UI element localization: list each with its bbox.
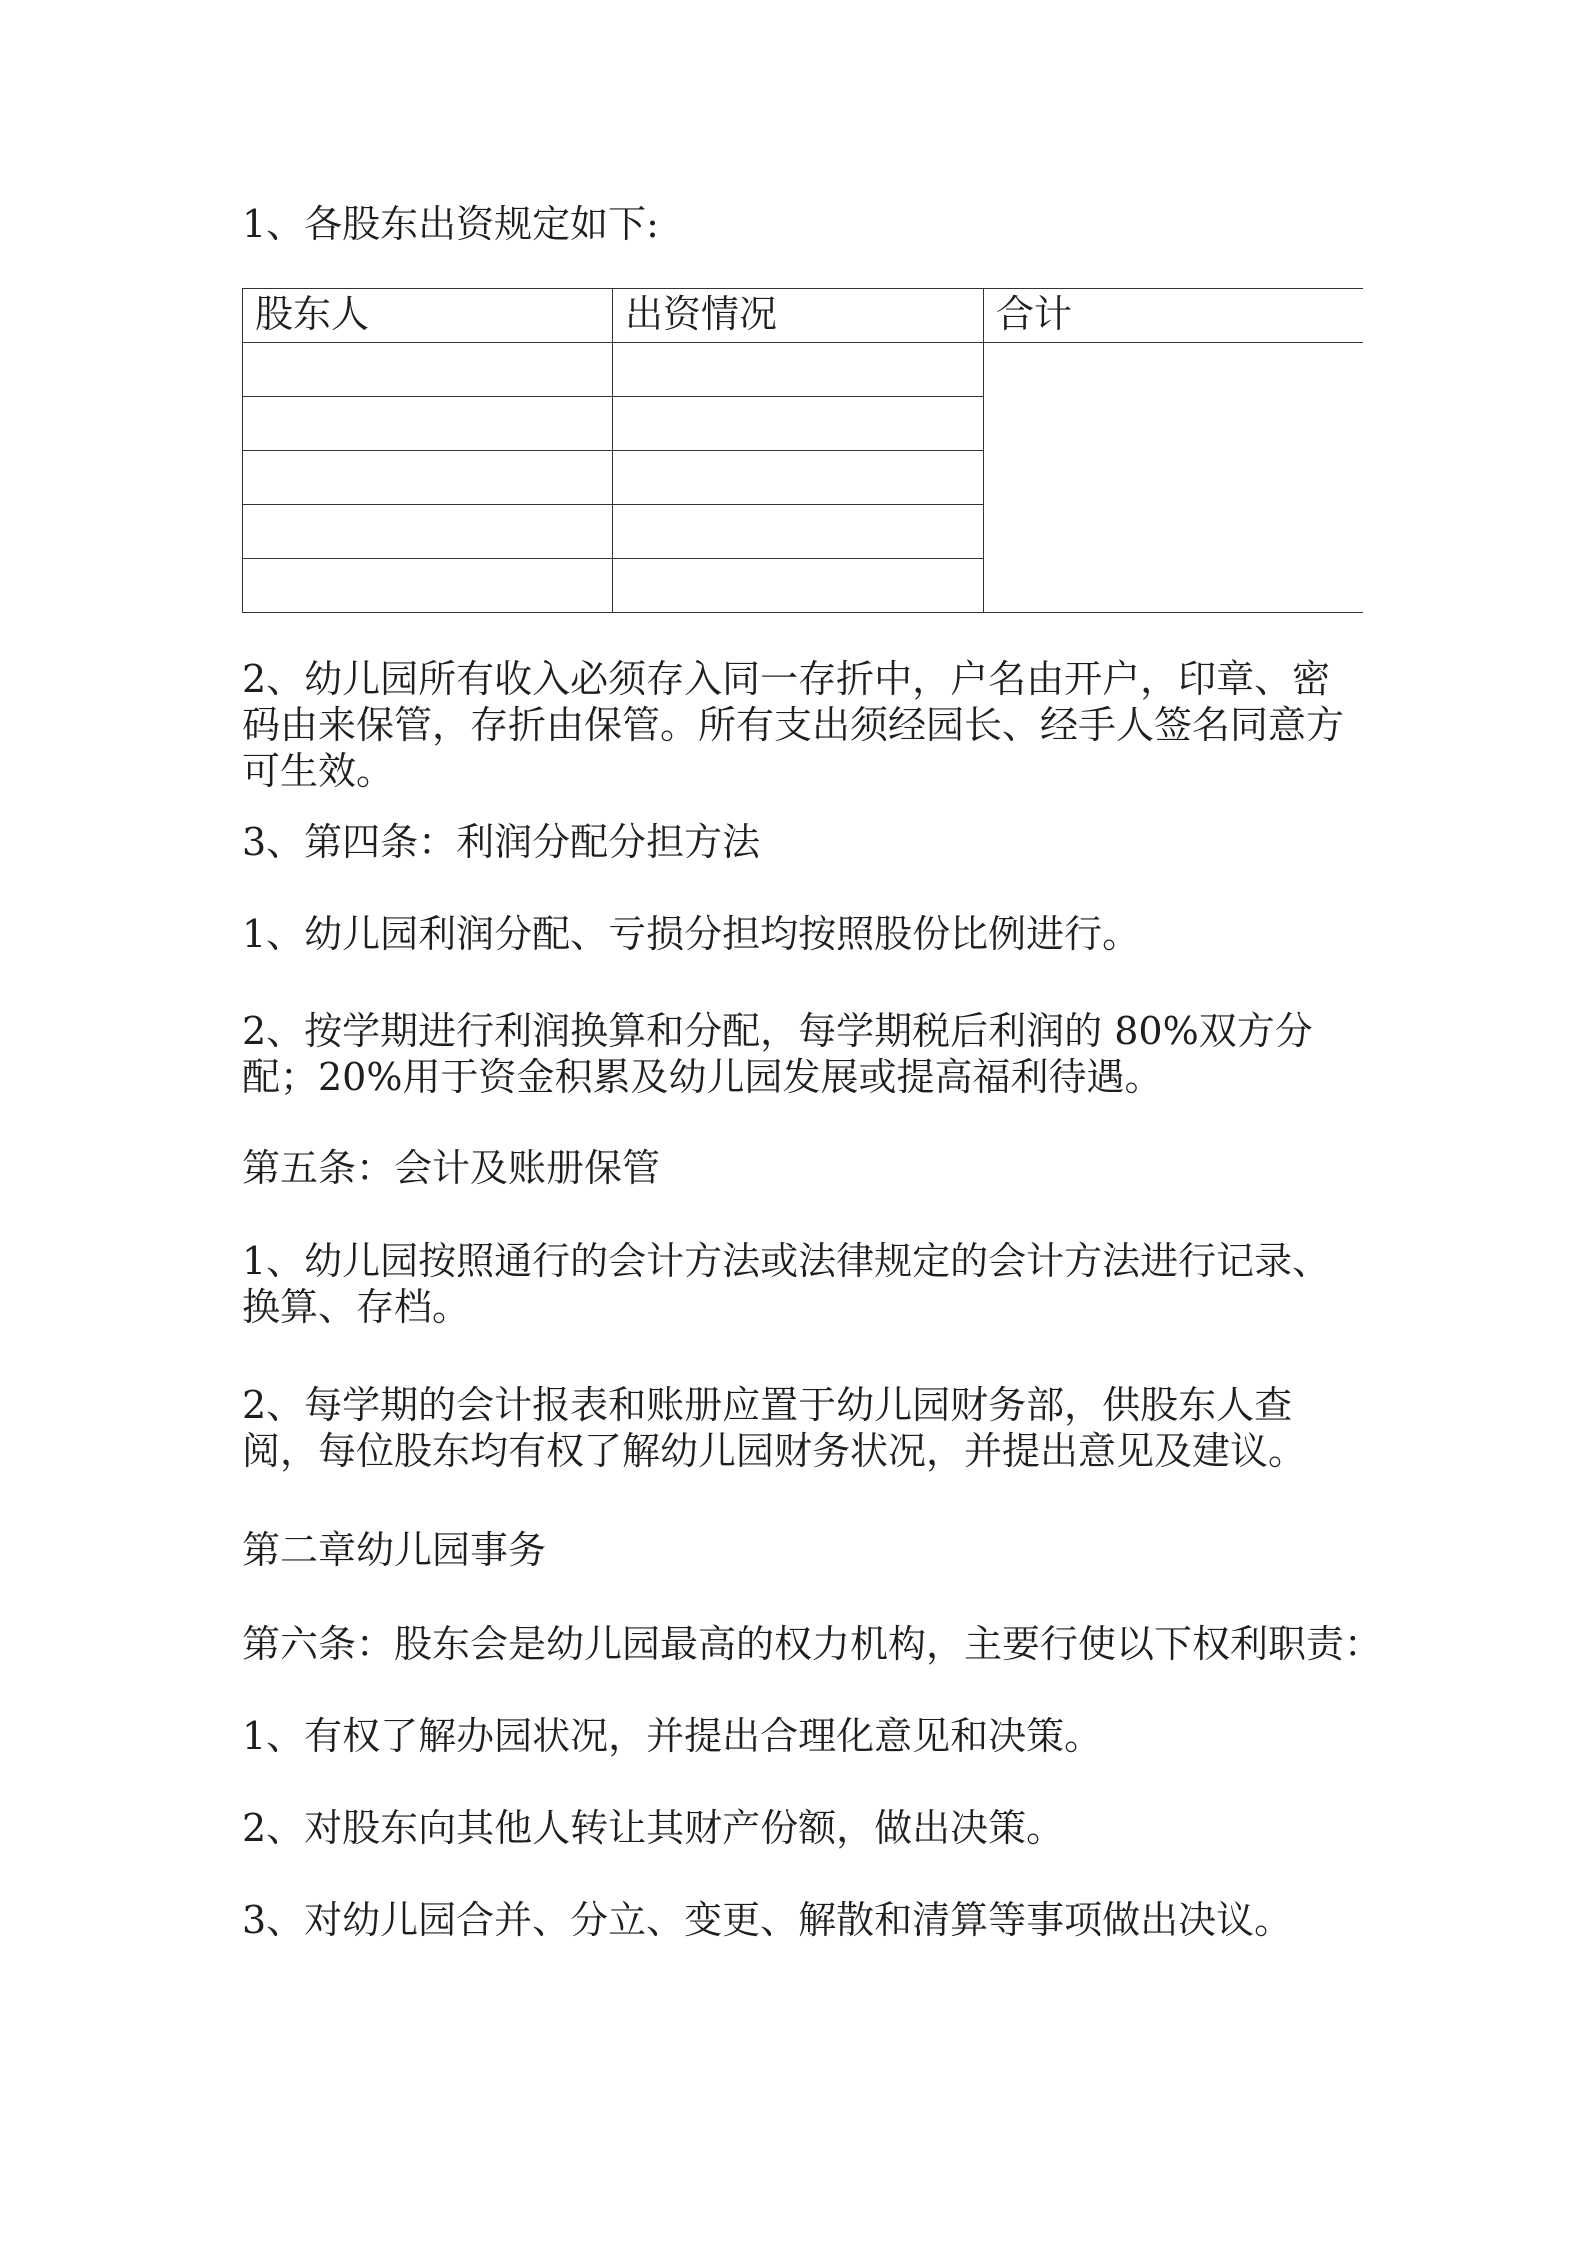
table-cell-contribution [613,397,984,451]
table-row [243,343,1363,397]
paragraph-article-5: 第五条：会计及账册保管 [242,1146,661,1190]
chapter-2-title: 第二章幼儿园事务 [242,1528,547,1572]
paragraph-accounting-1: 1、幼儿园按照通行的会计方法或法律规定的会计方法进行记录、换算、存档。 [242,1239,1331,1329]
table-cell-shareholder [243,451,613,505]
table-cell-total [984,343,1363,613]
table-cell-contribution [613,505,984,559]
table-cell-contribution [613,559,984,613]
header-contribution: 出资情况 [613,289,984,343]
header-total: 合计 [984,289,1363,343]
paragraph-duty-2: 2、对股东向其他人转让其财产份额，做出决策。 [242,1806,1065,1850]
table-cell-shareholder [243,343,613,397]
table-cell-shareholder [243,505,613,559]
table-cell-contribution [613,451,984,505]
header-shareholder: 股东人 [243,289,613,343]
contribution-heading: 1、各股东出资规定如下: [242,202,659,246]
paragraph-profit-2: 2、按学期进行利润换算和分配，每学期税后利润的 80%双方分配；20%用于资金积累及幼儿园发展或提高福利待遇。 [242,1009,1313,1099]
paragraph-profit-1: 1、幼儿园利润分配、亏损分担均按照股份比例进行。 [242,912,1141,956]
paragraph-income-deposit: 2、幼儿园所有收入必须存入同一存折中，户名由开户，印章、密码由来保管，存折由保管。所有支出须经园长、经手人签名同意方可生效。 [242,657,1345,793]
table-header-row [243,289,1363,343]
shareholder-contribution-table [242,288,1363,613]
paragraph-article-4: 3、第四条：利润分配分担方法 [242,820,761,864]
paragraph-article-6: 第六条：股东会是幼儿园最高的权力机构，主要行使以下权利职责： [242,1622,1383,1666]
table-cell-contribution [613,343,984,397]
paragraph-duty-3: 3、对幼儿园合并、分立、变更、解散和清算等事项做出决议。 [242,1898,1293,1942]
table-cell-shareholder [243,397,613,451]
paragraph-duty-1: 1、有权了解办园状况，并提出合理化意见和决策。 [242,1714,1103,1758]
paragraph-accounting-2: 2、每学期的会计报表和账册应置于幼儿园财务部，供股东人查阅，每位股东均有权了解幼儿园财务状况，并提出意见及建议。 [242,1383,1307,1473]
table-cell-shareholder [243,559,613,613]
